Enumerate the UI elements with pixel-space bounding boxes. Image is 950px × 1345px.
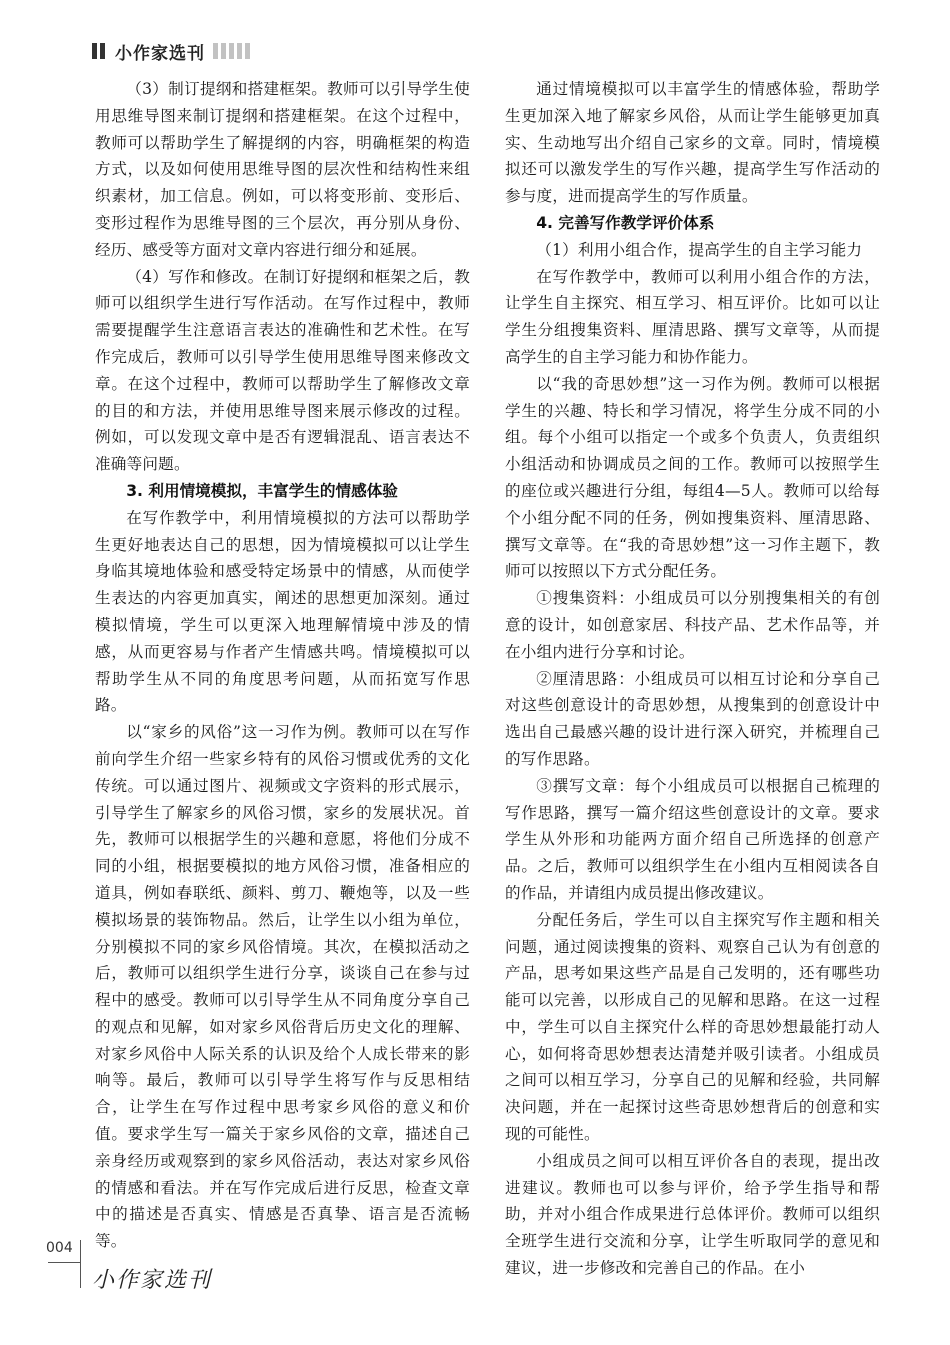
section-heading: 4. 完善写作教学评价体系 (536, 213, 715, 232)
left-column (95, 76, 470, 1255)
paragraph: 分配任务后，学生可以自主探究写作主题和相关问题，通过阅读搜集的资料、观察自己认为有创意的产品，思考如果这些产品是自己发明的，还有哪些功能可以完善，以形成自己的见解和思路。在这一过程中，学生可以自主探究什么样的奇思妙想最能打动人心，如何将奇思妙想表达清楚并吸引读者。小组成员之间可以相互学习，分享自己的见解和经验，共同解决问题，并在一起探讨这些奇思妙想背后的创意和实现的可能性。 (505, 910, 880, 1144)
section-heading: 3. 利用情境模拟，丰富学生的情感体验 (126, 481, 398, 500)
page-number: 004 (46, 1240, 73, 1256)
header-bars-dark (92, 43, 105, 59)
running-header (92, 40, 250, 62)
paragraph: 以“我的奇思妙想”这一习作为例。教师可以根据学生的兴趣、特长和学习情况，将学生分成不同的小组。每个小组可以指定一个或多个负责人，负责组织小组活动和协调成员之间的工作。教师可以按照学生的座位或兴趣进行分组，每组4—5人。教师可以给每个小组分配不同的任务，例如搜集资料、厘清思路、撰写文章等。在“我的奇思妙想”这一习作主题下，教师可以按照以下方式分配任务。 (505, 374, 880, 581)
paragraph: ②厘清思路：小组成员可以相互讨论和分享自己对这些创意设计的奇思妙想，从搜集到的创意设计中选出自己最感兴趣的设计进行深入研究，并梳理自己的写作思路。 (505, 669, 880, 768)
right-column (505, 76, 880, 1282)
paragraph: ③撰写文章：每个小组成员可以根据自己梳理的写作思路，撰写一篇介绍这些创意设计的文章。要求学生从外形和功能两方面介绍自己所选择的创意产品。之后，教师可以组织学生在小组内互相阅读各自的作品，并请组内成员提出修改建议。 (505, 776, 880, 902)
paragraph: （3）制订提纲和搭建框架。教师可以引导学生使用思维导图来制订提纲和搭建框架。在这个过程中，教师可以帮助学生了解提纲的内容，明确框架的构造方式，以及如何使用思维导图的层次性和结构性来组织素材，加工信息。例如，可以将变形前、变形后、变形过程作为思维导图的三个层次，再分别从身份、经历、感受等方面对文章内容进行细分和延展。 (95, 80, 470, 259)
paragraph: ①搜集资料：小组成员可以分别搜集相关的有创意的设计，如创意家居、科技产品、艺术作品等，并在小组内进行分享和讨论。 (505, 589, 880, 661)
paragraph: 在写作教学中，利用情境模拟的方法可以帮助学生更好地表达自己的思想，因为情境模拟可以让学生身临其境地体验和感受特定场景中的情感，从而使学生表达的内容更加真实，阐述的思想更加深刻。通过模拟情境，学生可以更深入地理解情境中涉及的情感，从而更容易与作者产生情感共鸣。情境模拟可以帮助学生从不同的角度思考问题，从而拓宽写作思路。 (95, 508, 470, 715)
subsection-heading: （1）利用小组合作，提高学生的自主学习能力 (536, 240, 863, 259)
paragraph: 以“家乡的风俗”这一习作为例。教师可以在写作前向学生介绍一些家乡特有的风俗习惯或优秀的文化传统。可以通过图片、视频或文字资料的形式展示，引导学生了解家乡的风俗习惯，家乡的发展状况。首先，教师可以根据学生的兴趣和意愿，将他们分成不同的小组，根据要模拟的地方风俗习惯，准备相应的道具，例如春联纸、颜料、剪刀、鞭炮等，以及一些模拟场景的装饰物品。然后，让学生以小组为单位，分别模拟不同的家乡风俗情境。其次，在模拟活动之后，教师可以组织学生进行分享，谈谈自己在参与过程中的感受。教师可以引导学生从不同角度分享自己的观点和见解，如对家乡风俗背后历史文化的理解、对家乡风俗中人际关系的认识及给个人成长带来的影响等。最后，教师可以引导学生将写作与反思相结合，让学生在写作过程中思考家乡风俗的意义和价值。要求学生写一篇关于家乡风俗的文章，描述自己亲身经历或观察到的家乡风俗活动，表达对家乡风俗的情感和看法。并在写作完成后进行反思，检查文章中的描述是否真实、情感是否真挚、语言是否流畅等。 (95, 723, 470, 1251)
footer-divider-horizontal (48, 1262, 81, 1263)
header-bars-light (213, 43, 250, 59)
footer-divider-vertical (80, 1240, 81, 1288)
journal-logo: 小作家选刊 (92, 1268, 213, 1293)
paragraph: （4）写作和修改。在制订好提纲和框架之后，教师可以组织学生进行写作活动。在写作过程中，教师需要提醒学生注意语言表达的准确性和艺术性。在写作完成后，教师可以引导学生使用思维导图来修改文章。在这个过程中，教师可以帮助学生了解修改文章的目的和方法，并使用思维导图来展示修改的过程。例如，可以发现文章中是否有逻辑混乱、语言表达不准确等问题。 (95, 267, 470, 474)
paragraph: 在写作教学中，教师可以利用小组合作的方法，让学生自主探究、相互学习、相互评价。比如可以让学生分组搜集资料、厘清思路、撰写文章等，从而提高学生的自主学习能力和协作能力。 (505, 267, 880, 366)
paragraph: 通过情境模拟可以丰富学生的情感体验，帮助学生更加深入地了解家乡风俗，从而让学生能够更加真实、生动地写出介绍自己家乡的文章。同时，情境模拟还可以激发学生的写作兴趣，提高学生写作活动的参与度，进而提高学生的写作质量。 (505, 80, 880, 206)
journal-title: 小作家选刊 (115, 43, 205, 64)
paragraph: 小组成员之间可以相互评价各自的表现，提出改进建议。教师也可以参与评价，给予学生指导和帮助，并对小组合作成果进行总体评价。教师可以组织全班学生进行交流和分享，让学生听取同学的意见和建议，进一步修改和完善自己的作品。在小 (505, 1151, 880, 1278)
